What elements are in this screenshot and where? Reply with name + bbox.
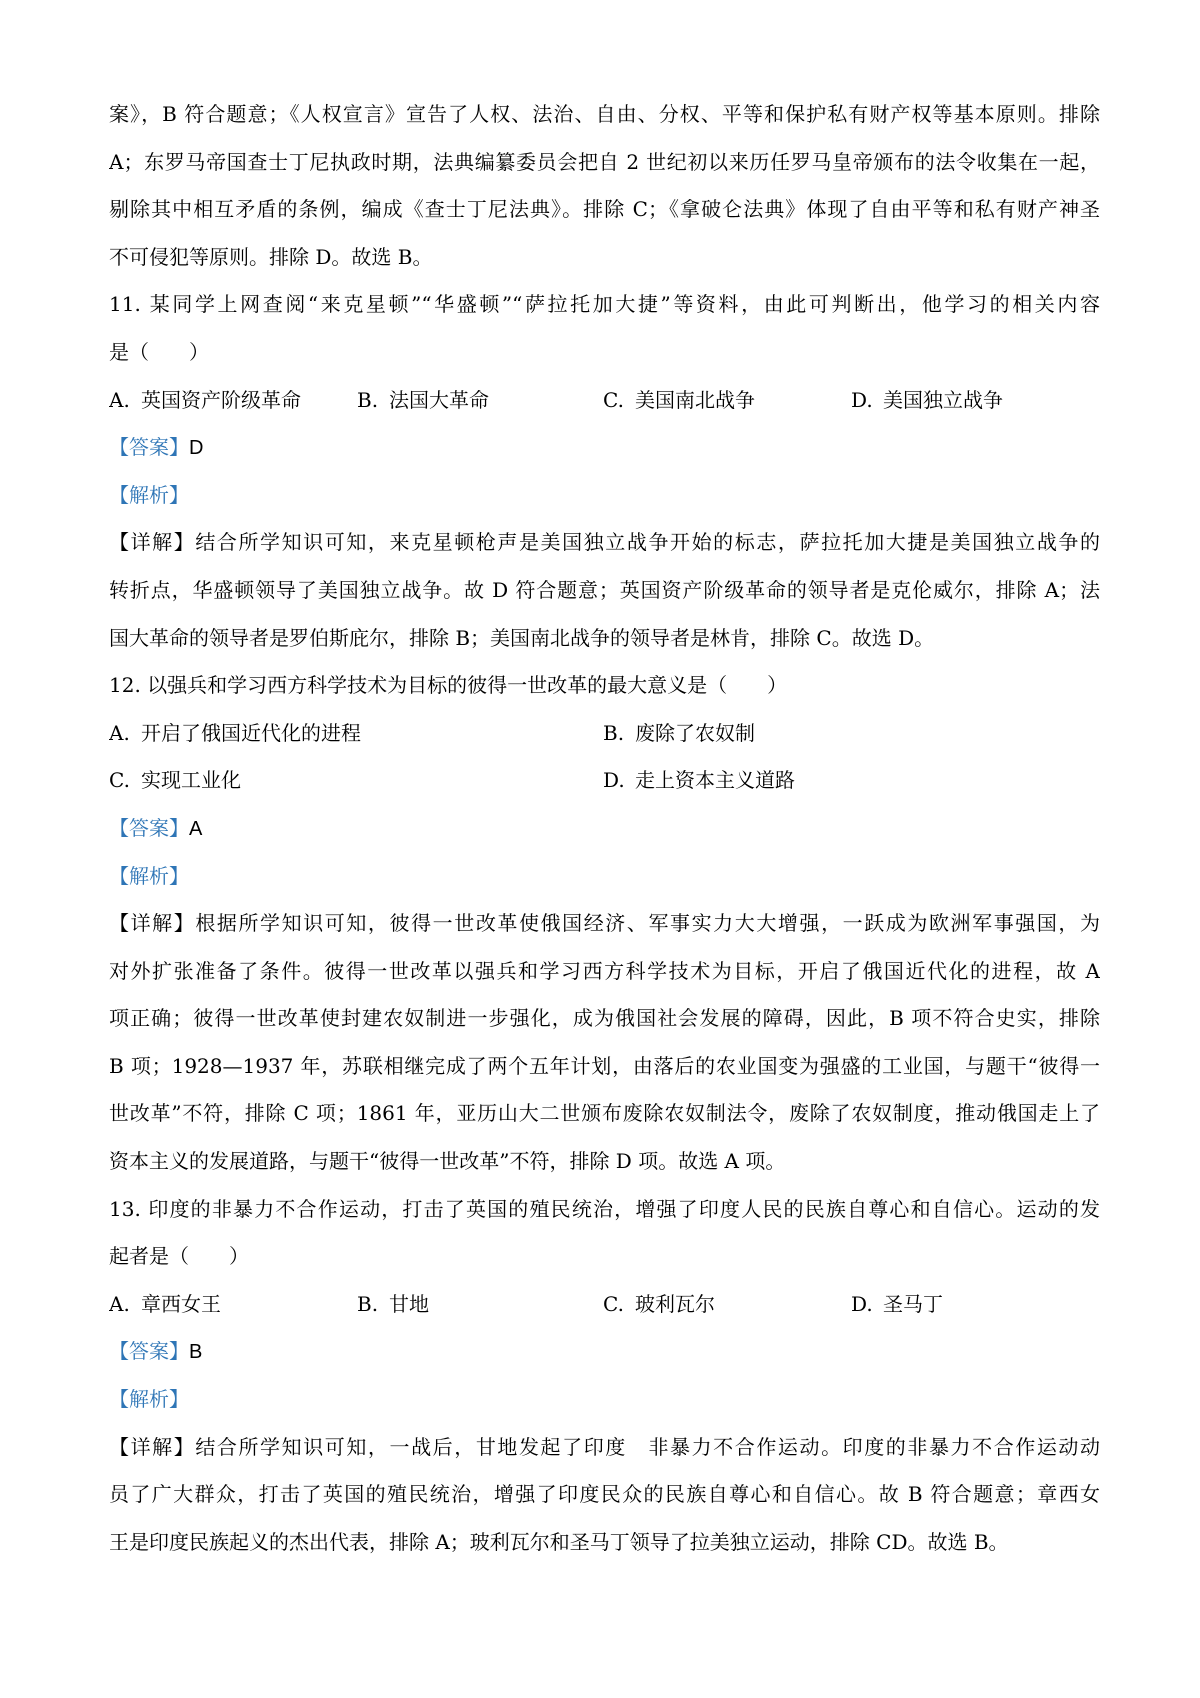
- option-a: [109, 710, 361, 758]
- detail-line: 对外扩张准备了条件。彼得一世改革以强兵和学习西方科学技术为目标，开启了俄国近代化的进程，故 A: [109, 958, 1100, 983]
- option-d: [603, 757, 795, 805]
- question-stem: 是（ ）: [109, 339, 209, 364]
- options-row: [109, 377, 1100, 425]
- option-letter: A.: [109, 387, 130, 412]
- detail-line: [109, 900, 1100, 948]
- question-stem: 12. 以强兵和学习西方科学技术为目标的彼得一世改革的最大意义是（ ）: [109, 673, 788, 698]
- option-letter: D.: [851, 387, 873, 412]
- answer-label: 【答案】: [109, 1339, 189, 1364]
- option-text: 美国独立战争: [883, 387, 1003, 412]
- option-text: 法国大革命: [389, 387, 489, 412]
- option-letter: B.: [603, 720, 625, 745]
- detail-line: 国大革命的领导者是罗伯斯庇尔，排除 B；美国南北战争的领导者是林肯，排除 C。故选 D。: [109, 625, 935, 650]
- option-letter: C.: [603, 1291, 624, 1316]
- detail-text: 结合所学知识可知，来克星顿枪声是美国独立战争开始的标志，萨拉托加大捷是美国独立战争的: [195, 530, 1100, 555]
- question-stem: 13. 印度的非暴力不合作运动，打击了英国的殖民统治，增强了印度人民的民族自尊心和自信心。运动的发: [109, 1196, 1100, 1221]
- answer-value: A: [189, 817, 203, 840]
- answer-line: [109, 424, 1100, 472]
- option-b: [357, 377, 489, 425]
- option-d: [851, 1281, 943, 1329]
- option-text: 圣马丁: [883, 1291, 943, 1316]
- question-stem: 11. 某同学上网查阅“来克星顿”“华盛顿”“萨拉托加大捷”等资料，由此可判断出，他学习的相关内容: [109, 292, 1100, 317]
- option-text: 废除了农奴制: [635, 720, 755, 745]
- option-a: [109, 377, 301, 425]
- option-letter: A.: [109, 720, 130, 745]
- option-c: [603, 377, 755, 425]
- intro-line: 不可侵犯等原则。排除 D。故选 B。: [109, 244, 433, 269]
- intro-line: A；东罗马帝国查士丁尼执政时期，法典编纂委员会把自 2 世纪初以来历任罗马皇帝颁布的法令收集在一起，: [109, 149, 1100, 174]
- option-c: [603, 1281, 715, 1329]
- detail-label: 【详解】: [109, 911, 196, 936]
- option-text: 走上资本主义道路: [635, 768, 795, 793]
- detail-text: 根据所学知识可知，彼得一世改革使俄国经济、军事实力大大增强，一跃成为欧洲军事强国，为: [195, 911, 1100, 936]
- option-letter: A.: [109, 1291, 130, 1316]
- question-stem: 起者是（ ）: [109, 1244, 249, 1269]
- detail-line: 世改革”不符，排除 C 项；1861 年，亚历山大二世颁布废除农奴制法令，废除了农奴制度，推动俄国走上了: [109, 1101, 1100, 1126]
- detail-line: B 项；1928—1937 年，苏联相继完成了两个五年计划，由落后的农业国变为强盛的工业国，与题干“彼得一: [109, 1053, 1100, 1078]
- detail-line: [109, 519, 1100, 567]
- detail-line: 资本主义的发展道路，与题干“彼得一世改革”不符，排除 D 项。故选 A 项。: [109, 1149, 786, 1174]
- detail-line: 员了广大群众，打击了英国的殖民统治，增强了印度民众的民族自尊心和自信心。故 B 符合题意；章西女: [109, 1482, 1100, 1507]
- option-letter: B.: [357, 1291, 379, 1316]
- option-letter: C.: [109, 768, 130, 793]
- detail-line: [109, 1424, 1100, 1472]
- detail-line: 转折点，华盛顿领导了美国独立战争。故 D 符合题意；英国资产阶级革命的领导者是克伦威尔，排除 A；法: [109, 577, 1100, 602]
- options-row: [109, 757, 1100, 805]
- option-text: 美国南北战争: [635, 387, 755, 412]
- option-letter: C.: [603, 387, 624, 412]
- analysis-label: 【解析】: [109, 482, 189, 507]
- analysis-label: 【解析】: [109, 1387, 189, 1412]
- answer-label: 【答案】: [109, 815, 189, 840]
- detail-line: 项正确；彼得一世改革使封建农奴制进一步强化，成为俄国社会发展的障碍，因此，B 项不符合史实，排除: [109, 1006, 1100, 1031]
- answer-value: B: [189, 1341, 203, 1364]
- option-text: 实现工业化: [141, 768, 241, 793]
- option-letter: D.: [851, 1291, 873, 1316]
- answer-value: D: [189, 437, 204, 460]
- intro-line: 案》，B 符合题意；《人权宣言》宣告了人权、法治、自由、分权、平等和保护私有财产权等基本原则。排除: [109, 102, 1100, 126]
- answer-label: 【答案】: [109, 435, 189, 460]
- detail-label: 【详解】: [109, 1434, 196, 1459]
- option-c: [109, 757, 241, 805]
- option-text: 甘地: [389, 1291, 429, 1316]
- option-b: [603, 710, 755, 758]
- option-letter: B.: [357, 387, 379, 412]
- option-text: 玻利瓦尔: [635, 1291, 715, 1316]
- option-letter: D.: [603, 768, 625, 793]
- option-a: [109, 1281, 221, 1329]
- option-text: 英国资产阶级革命: [141, 387, 301, 412]
- options-row: [109, 710, 1100, 758]
- answer-line: [109, 805, 1100, 853]
- option-text: 章西女王: [141, 1291, 221, 1316]
- answer-line: [109, 1328, 1100, 1376]
- option-b: [357, 1281, 429, 1329]
- option-text: 开启了俄国近代化的进程: [141, 720, 361, 745]
- detail-label: 【详解】: [109, 530, 196, 555]
- analysis-line: [109, 853, 1100, 901]
- analysis-line: [109, 472, 1100, 520]
- detail-line: 王是印度民族起义的杰出代表，排除 A；玻利瓦尔和圣马丁领导了拉美独立运动，排除 CD。故选 B。: [109, 1529, 1009, 1554]
- analysis-line: [109, 1376, 1100, 1424]
- intro-line: 剔除其中相互矛盾的条例，编成《查士丁尼法典》。排除 C；《拿破仑法典》体现了自由平等和私有财产神圣: [109, 197, 1100, 222]
- analysis-label: 【解析】: [109, 863, 189, 888]
- detail-text: 结合所学知识可知，一战后，甘地发起了印度 非暴力不合作运动。印度的非暴力不合作运动动: [195, 1434, 1100, 1459]
- options-row: [109, 1281, 1100, 1329]
- option-d: [851, 377, 1003, 425]
